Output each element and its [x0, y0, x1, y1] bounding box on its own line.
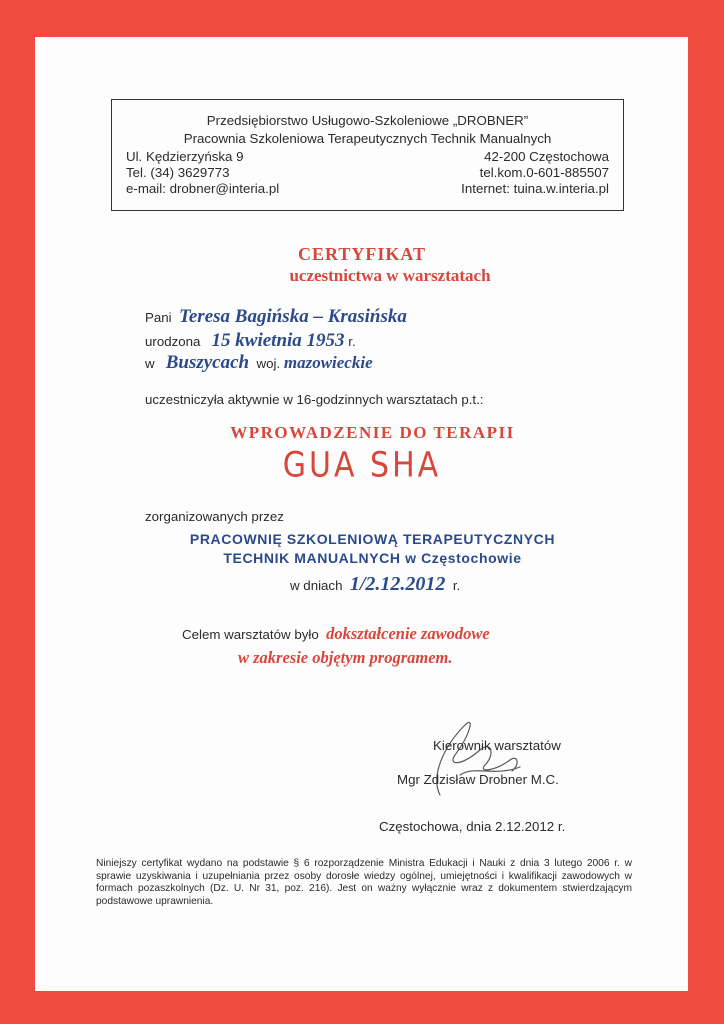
goal-label: Celem warsztatów było: [182, 627, 319, 642]
course-name-gua-sha: GUA SHA: [282, 445, 442, 486]
handwritten-signature: [400, 705, 550, 805]
company-name: Przedsiębiorstwo Usługowo-Szkoleniowe „DROBNER”: [206, 113, 529, 128]
internet: Internet: tuina.w.interia.pl: [461, 181, 609, 196]
street-address: Ul. Kędzierzyńska 9: [126, 149, 244, 164]
born-suffix: r.: [348, 334, 356, 349]
phone: Tel. (34) 3629773: [126, 165, 230, 180]
participation-text: uczestniczyła aktywnie w 16-godzinnych warsztatach p.t.:: [145, 392, 484, 407]
born-date: 15 kwietnia 1953: [211, 330, 345, 351]
birth-date-line: [145, 330, 356, 352]
goal-value-1: dokształcenie zawodowe: [326, 624, 490, 643]
organizer-label: zorganizowanych przez: [145, 509, 284, 524]
born-label: urodzona: [145, 334, 201, 349]
dates-suffix: r.: [452, 578, 461, 593]
city-address: 42-200 Częstochowa: [484, 149, 609, 164]
signature-role: Kierownik warsztatów: [433, 738, 561, 753]
participant-name: Teresa Bagińska – Krasińska: [179, 306, 407, 327]
birth-place: Buszycach: [165, 352, 250, 373]
organizer-line-1: PRACOWNIĘ SZKOLENIOWĄ TERAPEUTYCZNYCH: [189, 531, 556, 547]
certificate-title: CERTYFIKAT: [297, 244, 427, 264]
email: e-mail: drobner@interia.pl: [126, 181, 280, 196]
header-box: [111, 99, 624, 211]
organizer-line-2: TECHNIK MANUALNYCH w Częstochowie: [223, 550, 522, 566]
salutation: Pani: [145, 310, 172, 325]
goal-value-2: w zakresie objętym programem: [238, 648, 449, 667]
course-dates: 1/2.12.2012: [349, 573, 446, 595]
legal-footer: Niniejszy certyfikat wydano na podstawie § 6 rozporządzenie Ministra Edukacji i Nauki z dnia 3 lutego 2006 r. w sprawie uzyskiwania i uzupełniania przez osoby dorosłe wiedzy ogólnej, umiejętności i kwalifikacji zawodowych w formach pozaszkolnych (Dz. U. Nr 31, poz. 216). Jest on ważny wyłącznie wraz z dokumentem stwierdzającym podstawowe uprawnienia.: [96, 858, 632, 907]
goal-line-2: [238, 648, 452, 668]
course-title: WPROWADZENIE DO TERAPII: [230, 423, 515, 442]
dates-line: [290, 573, 460, 596]
unit-name: Pracownia Szkoleniowa Terapeutycznych Technik Manualnych: [183, 131, 552, 146]
voivodeship-label: woj.: [256, 356, 281, 371]
goal-line-1: [182, 624, 490, 644]
place-prefix: w: [145, 356, 155, 371]
voivodeship: mazowieckie: [283, 353, 373, 372]
place-and-date: Częstochowa, dnia 2.12.2012 r.: [379, 819, 566, 834]
dates-label: w dniach: [290, 578, 343, 593]
certificate-subtitle: uczestnictwa w warsztatach: [289, 266, 491, 285]
mobile-phone: tel.kom.0-601-885507: [479, 165, 609, 180]
birth-place-line: [145, 352, 373, 374]
participant-line: [145, 306, 407, 328]
goal-period: .: [448, 648, 453, 667]
signature-name: Mgr Zdzisław Drobner M.C.: [397, 772, 559, 787]
